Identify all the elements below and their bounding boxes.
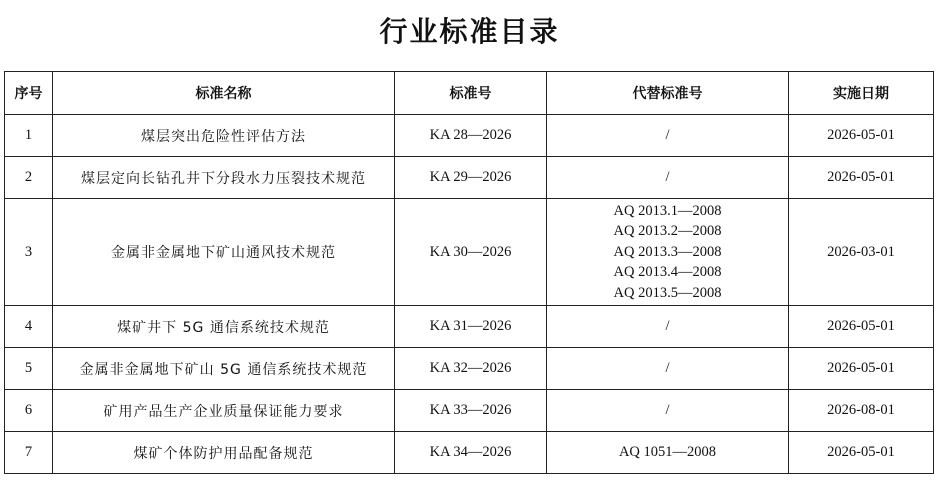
standard-name: 煤层突出危险性评估方法 bbox=[53, 115, 395, 157]
replaced-standards bbox=[547, 306, 789, 348]
table-row bbox=[5, 432, 934, 474]
standard-name: 矿用产品生产企业质量保证能力要求 bbox=[53, 390, 395, 432]
implementation-date: 2026-08-01 bbox=[789, 390, 934, 432]
replaced-standard: AQ 2013.4—2008 bbox=[613, 264, 722, 281]
replaced-standard: AQ 2013.5—2008 bbox=[613, 284, 722, 301]
replaced-standard: AQ 2013.3—2008 bbox=[613, 243, 722, 260]
replaced-standards bbox=[547, 348, 789, 390]
standard-number: KA 29—2026 bbox=[395, 157, 547, 199]
standard-name: 煤矿井下 5G 通信系统技术规范 bbox=[53, 306, 395, 348]
table-row bbox=[5, 306, 934, 348]
header-name: 标准名称 bbox=[53, 72, 395, 115]
row-index: 1 bbox=[5, 115, 53, 157]
row-index: 2 bbox=[5, 157, 53, 199]
replaced-standard: AQ 2013.2—2008 bbox=[613, 223, 722, 240]
header-number: 标准号 bbox=[395, 72, 547, 115]
table-row bbox=[5, 348, 934, 390]
row-index: 4 bbox=[5, 306, 53, 348]
standard-number: KA 30—2026 bbox=[395, 199, 547, 306]
row-index: 6 bbox=[5, 390, 53, 432]
replaced-standards bbox=[547, 432, 789, 474]
header-date: 实施日期 bbox=[789, 72, 934, 115]
implementation-date: 2026-05-01 bbox=[789, 115, 934, 157]
table-row bbox=[5, 115, 934, 157]
row-index: 7 bbox=[5, 432, 53, 474]
row-index: 5 bbox=[5, 348, 53, 390]
implementation-date: 2026-05-01 bbox=[789, 306, 934, 348]
header-index: 序号 bbox=[5, 72, 53, 115]
replaced-standard: / bbox=[665, 360, 670, 377]
implementation-date: 2026-05-01 bbox=[789, 432, 934, 474]
standard-name: 金属非金属地下矿山 5G 通信系统技术规范 bbox=[53, 348, 395, 390]
table-header-row bbox=[5, 72, 934, 115]
table-row bbox=[5, 157, 934, 199]
table-row bbox=[5, 390, 934, 432]
standard-number: KA 32—2026 bbox=[395, 348, 547, 390]
replaced-standard: / bbox=[665, 169, 670, 186]
standard-number: KA 33—2026 bbox=[395, 390, 547, 432]
replaced-standard: / bbox=[665, 127, 670, 144]
row-index: 3 bbox=[5, 199, 53, 306]
standard-name: 煤矿个体防护用品配备规范 bbox=[53, 432, 395, 474]
implementation-date: 2026-05-01 bbox=[789, 348, 934, 390]
standards-table bbox=[4, 71, 934, 474]
replaced-standards bbox=[547, 157, 789, 199]
table-row bbox=[5, 199, 934, 306]
header-replaces: 代替标准号 bbox=[547, 72, 789, 115]
implementation-date: 2026-05-01 bbox=[789, 157, 934, 199]
standard-number: KA 31—2026 bbox=[395, 306, 547, 348]
replaced-standard: / bbox=[665, 402, 670, 419]
implementation-date: 2026-03-01 bbox=[789, 199, 934, 306]
replaced-standards bbox=[547, 115, 789, 157]
page-title: 行业标准目录 bbox=[379, 15, 560, 48]
standard-number: KA 28—2026 bbox=[395, 115, 547, 157]
replaced-standard: AQ 2013.1—2008 bbox=[613, 202, 722, 219]
replaced-standards bbox=[547, 199, 789, 306]
replaced-standard: AQ 1051—2008 bbox=[618, 444, 717, 461]
standard-name: 金属非金属地下矿山通风技术规范 bbox=[53, 199, 395, 306]
standard-name: 煤层定向长钻孔井下分段水力压裂技术规范 bbox=[53, 157, 395, 199]
replaced-standards bbox=[547, 390, 789, 432]
standard-number: KA 34—2026 bbox=[395, 432, 547, 474]
replaced-standard: / bbox=[665, 318, 670, 335]
